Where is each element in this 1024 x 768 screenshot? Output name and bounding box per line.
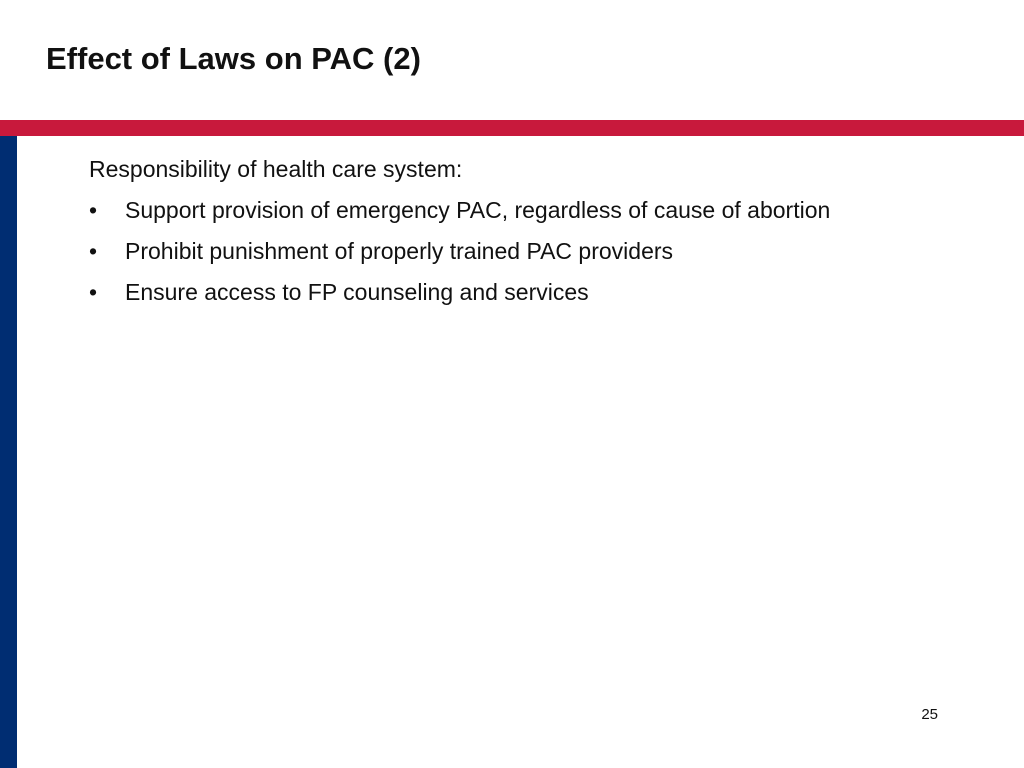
bullet-dot-icon: • [89, 197, 98, 223]
bullet-item [89, 235, 919, 267]
bullet-text: Support provision of emergency PAC, regardless of cause of abortion [125, 197, 831, 223]
page-number: 25 [921, 706, 938, 723]
slide-title: Effect of Laws on PAC (2) [46, 41, 421, 76]
left-side-blue-bar [0, 136, 17, 768]
intro-text: Responsibility of health care system: [89, 156, 463, 182]
bullet-item [89, 194, 919, 226]
bullet-item [89, 276, 919, 308]
bullet-text: Ensure access to FP counseling and services [125, 279, 589, 305]
slide-body [89, 153, 919, 317]
bullet-dot-icon: • [89, 279, 98, 305]
bullet-dot-icon: • [89, 238, 98, 264]
bullet-list [89, 194, 919, 308]
bullet-text: Prohibit punishment of properly trained PAC providers [125, 238, 674, 264]
title-divider-red-bar [0, 120, 1024, 136]
